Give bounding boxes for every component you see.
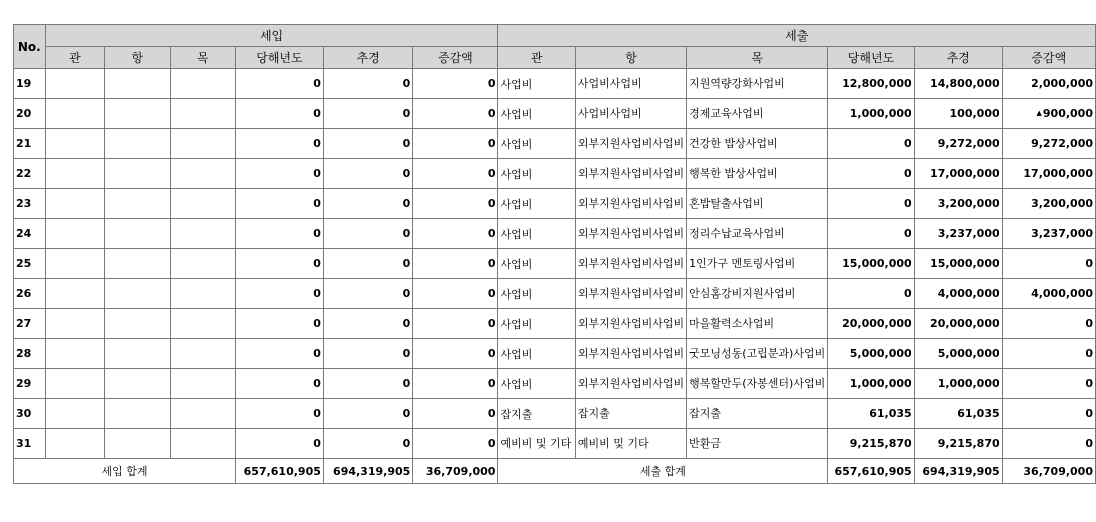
- expense-col-header: 추경: [914, 47, 1002, 69]
- budget-table: [13, 24, 1096, 484]
- expense-revised: 9,272,000: [914, 129, 1002, 159]
- row-number: 19: [14, 69, 46, 99]
- expense-gwan: 예비비 및 기타: [498, 429, 575, 459]
- expense-current: 61,035: [828, 399, 914, 429]
- expense-gwan: 사업비: [498, 99, 575, 129]
- totals-row: [14, 459, 1096, 484]
- expense-hang: 예비비 및 기타: [575, 429, 686, 459]
- change-value: 900,000: [1042, 107, 1093, 120]
- row-number: 30: [14, 399, 46, 429]
- income-gwan: [45, 399, 105, 429]
- income-change: 0: [413, 309, 498, 339]
- income-current: 0: [235, 159, 323, 189]
- income-hang: [105, 129, 170, 159]
- expense-current: 12,800,000: [828, 69, 914, 99]
- expense-mok: 1인가구 멘토링사업비: [687, 249, 828, 279]
- expense-change: 17,000,000: [1002, 159, 1095, 189]
- expense-col-header: 항: [575, 47, 686, 69]
- income-header: 세입: [45, 25, 498, 47]
- expense-change: 0: [1002, 339, 1095, 369]
- income-revised: 0: [323, 339, 412, 369]
- expense-change: 0: [1002, 429, 1095, 459]
- expense-change: 0: [1002, 399, 1095, 429]
- expense-gwan: 사업비: [498, 339, 575, 369]
- income-mok: [170, 249, 235, 279]
- income-mok: [170, 99, 235, 129]
- expense-gwan: 사업비: [498, 279, 575, 309]
- header-row-groups: [14, 25, 1096, 47]
- income-gwan: [45, 159, 105, 189]
- expense-mok: 건강한 밥상사업비: [687, 129, 828, 159]
- expense-change: 3,200,000: [1002, 189, 1095, 219]
- income-mok: [170, 189, 235, 219]
- expense-total-label: 세출 합계: [498, 459, 828, 484]
- income-hang: [105, 339, 170, 369]
- expense-hang: 사업비사업비: [575, 99, 686, 129]
- expense-mok: 반환금: [687, 429, 828, 459]
- income-gwan: [45, 69, 105, 99]
- table-row: [14, 99, 1096, 129]
- income-revised: 0: [323, 99, 412, 129]
- expense-mok: 잡지출: [687, 399, 828, 429]
- income-col-header: 관: [45, 47, 105, 69]
- expense-hang: 외부지원사업비사업비: [575, 369, 686, 399]
- expense-revised: 100,000: [914, 99, 1002, 129]
- expense-mok: 굿모닝성동(고립분과)사업비: [687, 339, 828, 369]
- expense-revised: 9,215,870: [914, 429, 1002, 459]
- table-row: [14, 309, 1096, 339]
- expense-current: 15,000,000: [828, 249, 914, 279]
- income-gwan: [45, 429, 105, 459]
- income-hang: [105, 369, 170, 399]
- table-row: [14, 429, 1096, 459]
- row-number: 20: [14, 99, 46, 129]
- expense-hang: 외부지원사업비사업비: [575, 339, 686, 369]
- income-current: 0: [235, 69, 323, 99]
- income-hang: [105, 189, 170, 219]
- income-gwan: [45, 249, 105, 279]
- no-header: No.: [14, 25, 46, 69]
- row-number: 27: [14, 309, 46, 339]
- income-change: 0: [413, 369, 498, 399]
- income-total-revised: 694,319,905: [323, 459, 412, 484]
- table-row: [14, 279, 1096, 309]
- income-col-header: 추경: [323, 47, 412, 69]
- expense-total-current: 657,610,905: [828, 459, 914, 484]
- row-number: 28: [14, 339, 46, 369]
- row-number: 26: [14, 279, 46, 309]
- expense-change: 2,000,000: [1002, 69, 1095, 99]
- row-number: 23: [14, 189, 46, 219]
- income-hang: [105, 69, 170, 99]
- income-revised: 0: [323, 159, 412, 189]
- header-row-columns: [14, 47, 1096, 69]
- expense-gwan: 사업비: [498, 69, 575, 99]
- expense-change: 0: [1002, 249, 1095, 279]
- income-change: 0: [413, 429, 498, 459]
- expense-revised: 3,237,000: [914, 219, 1002, 249]
- income-hang: [105, 399, 170, 429]
- expense-change: 0: [1002, 369, 1095, 399]
- table-row: [14, 159, 1096, 189]
- income-change: 0: [413, 129, 498, 159]
- income-gwan: [45, 99, 105, 129]
- income-gwan: [45, 129, 105, 159]
- row-number: 31: [14, 429, 46, 459]
- expense-current: 20,000,000: [828, 309, 914, 339]
- expense-current: 0: [828, 219, 914, 249]
- income-current: 0: [235, 99, 323, 129]
- expense-change: 0: [1002, 309, 1095, 339]
- expense-current: 1,000,000: [828, 369, 914, 399]
- income-current: 0: [235, 339, 323, 369]
- income-mok: [170, 219, 235, 249]
- income-hang: [105, 159, 170, 189]
- income-mok: [170, 369, 235, 399]
- expense-change: 9,272,000: [1002, 129, 1095, 159]
- income-mok: [170, 129, 235, 159]
- income-mok: [170, 279, 235, 309]
- income-revised: 0: [323, 309, 412, 339]
- expense-hang: 잡지출: [575, 399, 686, 429]
- expense-gwan: 사업비: [498, 159, 575, 189]
- expense-current: 0: [828, 189, 914, 219]
- income-mok: [170, 429, 235, 459]
- expense-mok: 안심홈강비지원사업비: [687, 279, 828, 309]
- income-mok: [170, 69, 235, 99]
- table-row: [14, 189, 1096, 219]
- income-mok: [170, 339, 235, 369]
- expense-gwan: 사업비: [498, 249, 575, 279]
- income-current: 0: [235, 399, 323, 429]
- income-revised: 0: [323, 369, 412, 399]
- income-revised: 0: [323, 279, 412, 309]
- income-change: 0: [413, 249, 498, 279]
- income-mok: [170, 399, 235, 429]
- income-current: 0: [235, 309, 323, 339]
- income-total-current: 657,610,905: [235, 459, 323, 484]
- income-revised: 0: [323, 249, 412, 279]
- expense-gwan: 사업비: [498, 309, 575, 339]
- expense-revised: 20,000,000: [914, 309, 1002, 339]
- expense-current: 0: [828, 159, 914, 189]
- expense-col-header: 당해년도: [828, 47, 914, 69]
- expense-mok: 마을활력소사업비: [687, 309, 828, 339]
- expense-current: 0: [828, 129, 914, 159]
- expense-mok: 정리수납교육사업비: [687, 219, 828, 249]
- income-gwan: [45, 309, 105, 339]
- expense-gwan: 사업비: [498, 369, 575, 399]
- expense-total-revised: 694,319,905: [914, 459, 1002, 484]
- expense-hang: 외부지원사업비사업비: [575, 189, 686, 219]
- income-total-change: 36,709,000: [413, 459, 498, 484]
- table-row: [14, 69, 1096, 99]
- income-revised: 0: [323, 129, 412, 159]
- income-change: 0: [413, 279, 498, 309]
- expense-mok: 행복한 밥상사업비: [687, 159, 828, 189]
- expense-gwan: 사업비: [498, 189, 575, 219]
- income-current: 0: [235, 369, 323, 399]
- income-change: 0: [413, 219, 498, 249]
- income-gwan: [45, 369, 105, 399]
- expense-revised: 1,000,000: [914, 369, 1002, 399]
- expense-hang: 외부지원사업비사업비: [575, 309, 686, 339]
- expense-gwan: 잡지출: [498, 399, 575, 429]
- expense-hang: 외부지원사업비사업비: [575, 249, 686, 279]
- income-revised: 0: [323, 189, 412, 219]
- row-number: 24: [14, 219, 46, 249]
- negative-marker-icon: ▲: [1036, 109, 1042, 117]
- expense-hang: 외부지원사업비사업비: [575, 279, 686, 309]
- income-current: 0: [235, 189, 323, 219]
- expense-change: 3,237,000: [1002, 219, 1095, 249]
- row-number: 25: [14, 249, 46, 279]
- expense-mok: 지원역량강화사업비: [687, 69, 828, 99]
- expense-revised: 17,000,000: [914, 159, 1002, 189]
- row-number: 29: [14, 369, 46, 399]
- income-mok: [170, 159, 235, 189]
- expense-revised: 15,000,000: [914, 249, 1002, 279]
- expense-change: [1002, 99, 1095, 129]
- income-hang: [105, 309, 170, 339]
- table-row: [14, 129, 1096, 159]
- table-row: [14, 399, 1096, 429]
- table-row: [14, 219, 1096, 249]
- expense-revised: 3,200,000: [914, 189, 1002, 219]
- income-col-header: 증감액: [413, 47, 498, 69]
- income-change: 0: [413, 99, 498, 129]
- expense-current: 9,215,870: [828, 429, 914, 459]
- income-change: 0: [413, 69, 498, 99]
- income-current: 0: [235, 429, 323, 459]
- income-hang: [105, 279, 170, 309]
- row-number: 22: [14, 159, 46, 189]
- expense-hang: 외부지원사업비사업비: [575, 219, 686, 249]
- table-row: [14, 339, 1096, 369]
- income-current: 0: [235, 249, 323, 279]
- expense-total-change: 36,709,000: [1002, 459, 1095, 484]
- income-change: 0: [413, 189, 498, 219]
- expense-hang: 외부지원사업비사업비: [575, 159, 686, 189]
- expense-col-header: 증감액: [1002, 47, 1095, 69]
- income-hang: [105, 429, 170, 459]
- income-gwan: [45, 339, 105, 369]
- expense-revised: 4,000,000: [914, 279, 1002, 309]
- expense-mok: 경제교육사업비: [687, 99, 828, 129]
- expense-header: 세출: [498, 25, 1096, 47]
- income-revised: 0: [323, 69, 412, 99]
- income-hang: [105, 99, 170, 129]
- income-gwan: [45, 219, 105, 249]
- table-body: [14, 69, 1096, 459]
- expense-col-header: 목: [687, 47, 828, 69]
- income-gwan: [45, 189, 105, 219]
- income-revised: 0: [323, 219, 412, 249]
- expense-hang: 사업비사업비: [575, 69, 686, 99]
- income-hang: [105, 219, 170, 249]
- expense-revised: 61,035: [914, 399, 1002, 429]
- income-current: 0: [235, 279, 323, 309]
- income-total-label: 세입 합계: [14, 459, 236, 484]
- expense-hang: 외부지원사업비사업비: [575, 129, 686, 159]
- expense-mok: 행복할만두(자봉센터)사업비: [687, 369, 828, 399]
- expense-current: 1,000,000: [828, 99, 914, 129]
- expense-current: 5,000,000: [828, 339, 914, 369]
- expense-mok: 혼밥탈출사업비: [687, 189, 828, 219]
- income-mok: [170, 309, 235, 339]
- row-number: 21: [14, 129, 46, 159]
- income-change: 0: [413, 339, 498, 369]
- income-current: 0: [235, 219, 323, 249]
- income-col-header: 목: [170, 47, 235, 69]
- income-change: 0: [413, 399, 498, 429]
- income-revised: 0: [323, 399, 412, 429]
- table-row: [14, 369, 1096, 399]
- expense-revised: 14,800,000: [914, 69, 1002, 99]
- income-hang: [105, 249, 170, 279]
- income-change: 0: [413, 159, 498, 189]
- table-row: [14, 249, 1096, 279]
- expense-change: 4,000,000: [1002, 279, 1095, 309]
- expense-gwan: 사업비: [498, 129, 575, 159]
- income-gwan: [45, 279, 105, 309]
- income-col-header: 당해년도: [235, 47, 323, 69]
- expense-current: 0: [828, 279, 914, 309]
- expense-gwan: 사업비: [498, 219, 575, 249]
- income-current: 0: [235, 129, 323, 159]
- income-col-header: 항: [105, 47, 170, 69]
- expense-revised: 5,000,000: [914, 339, 1002, 369]
- expense-col-header: 관: [498, 47, 575, 69]
- income-revised: 0: [323, 429, 412, 459]
